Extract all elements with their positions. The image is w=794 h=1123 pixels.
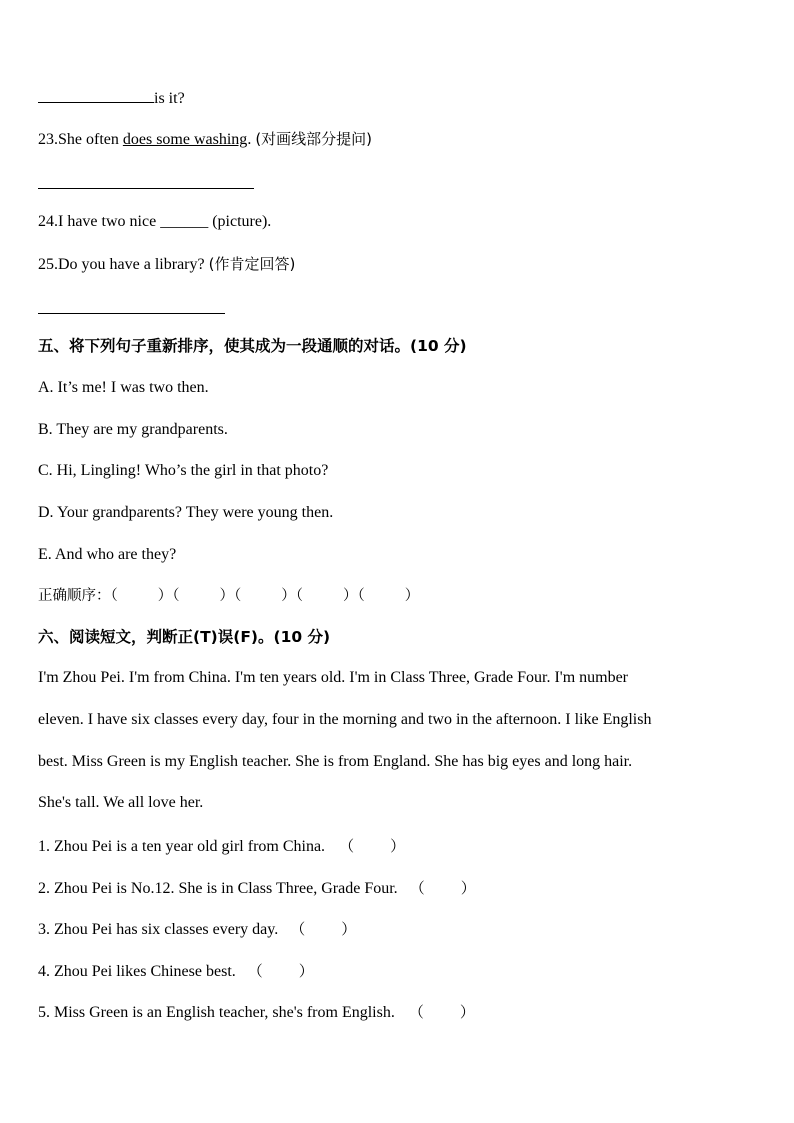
question-number: 24. [38, 213, 58, 230]
paren: （ [247, 962, 263, 980]
paren: （ [408, 1003, 424, 1021]
question-23 [38, 129, 372, 150]
tf-question-5 [38, 1002, 475, 1023]
question-number: 23. [38, 131, 58, 148]
paren: （ [290, 920, 306, 938]
paren: （ [409, 879, 425, 897]
question-text: 5. Miss Green is an English teacher, she's from English. [38, 1004, 395, 1021]
paren: ） [390, 837, 406, 855]
tf-question-3 [38, 919, 356, 940]
order-label: 正确顺序： [38, 588, 111, 604]
paren: ） [298, 962, 314, 980]
paren: ） [341, 920, 357, 938]
section-6-heading: 六、阅读短文，判断正(T)误(F)。(10 分) [38, 628, 331, 646]
tf-question-2 [38, 878, 476, 899]
passage-line: I'm Zhou Pei. I'm from China. I'm ten years old. I'm in Class Three, Grade Four. I'm number [38, 669, 629, 686]
instruction: (对画线部分提问) [255, 130, 373, 148]
paren: ）（ [219, 588, 242, 604]
question-25 [38, 254, 295, 275]
section-5-heading: 五、将下列句子重新排序，使其成为一段通顺的对话。(10 分) [38, 337, 467, 355]
question-text: 3. Zhou Pei has six classes every day. [38, 921, 279, 938]
option-a: A. It’s me! I was two then. [38, 379, 209, 396]
paren: ） [460, 879, 476, 897]
passage-line: She's tall. We all love her. [38, 794, 204, 811]
paren: ）（ [157, 588, 180, 604]
underlined-phrase: does some washing [122, 131, 248, 148]
answer-blank[interactable] [38, 88, 154, 103]
question-text: . [247, 131, 256, 148]
passage-line: eleven. I have six classes every day, four in the morning and two in the afternoon. I like English [38, 711, 652, 728]
tf-question-1 [38, 836, 405, 857]
option-d: D. Your grandparents? They were young then. [38, 504, 334, 521]
tf-question-4 [38, 961, 314, 982]
option-e: E. And who are they? [38, 546, 177, 563]
order-answer-row [38, 586, 419, 606]
paren: （ [339, 837, 355, 855]
option-b: B. They are my grandparents. [38, 421, 228, 438]
question-text: 1. Zhou Pei is a ten year old girl from China. [38, 838, 326, 855]
question-text: 2. Zhou Pei is No.12. She is in Class Three, Grade Four. [38, 880, 398, 897]
answer-line[interactable] [38, 313, 225, 314]
question-text: She often [58, 131, 123, 148]
question-text: Do you have a library? [58, 256, 209, 273]
passage-line: best. Miss Green is my English teacher. She is from England. She has big eyes and long hair. [38, 753, 633, 770]
answer-line[interactable] [38, 188, 254, 189]
question-text: I have two nice [58, 213, 161, 230]
question-22-text: is it? [154, 90, 185, 107]
question-number: 25. [38, 256, 58, 273]
question-22-line [38, 88, 185, 109]
answer-blank[interactable]: ______ [160, 213, 209, 230]
paren: ） [404, 588, 420, 604]
paren: ）（ [343, 588, 365, 604]
paren: （ [110, 588, 118, 604]
paren: ）（ [281, 588, 303, 604]
option-c: C. Hi, Lingling! Who’s the girl in that photo? [38, 462, 329, 479]
question-24 [38, 212, 271, 232]
paren: ） [459, 1003, 475, 1021]
instruction: (作肯定回答) [208, 255, 296, 273]
question-text: (picture). [208, 213, 272, 230]
question-text: 4. Zhou Pei likes Chinese best. [38, 963, 236, 980]
